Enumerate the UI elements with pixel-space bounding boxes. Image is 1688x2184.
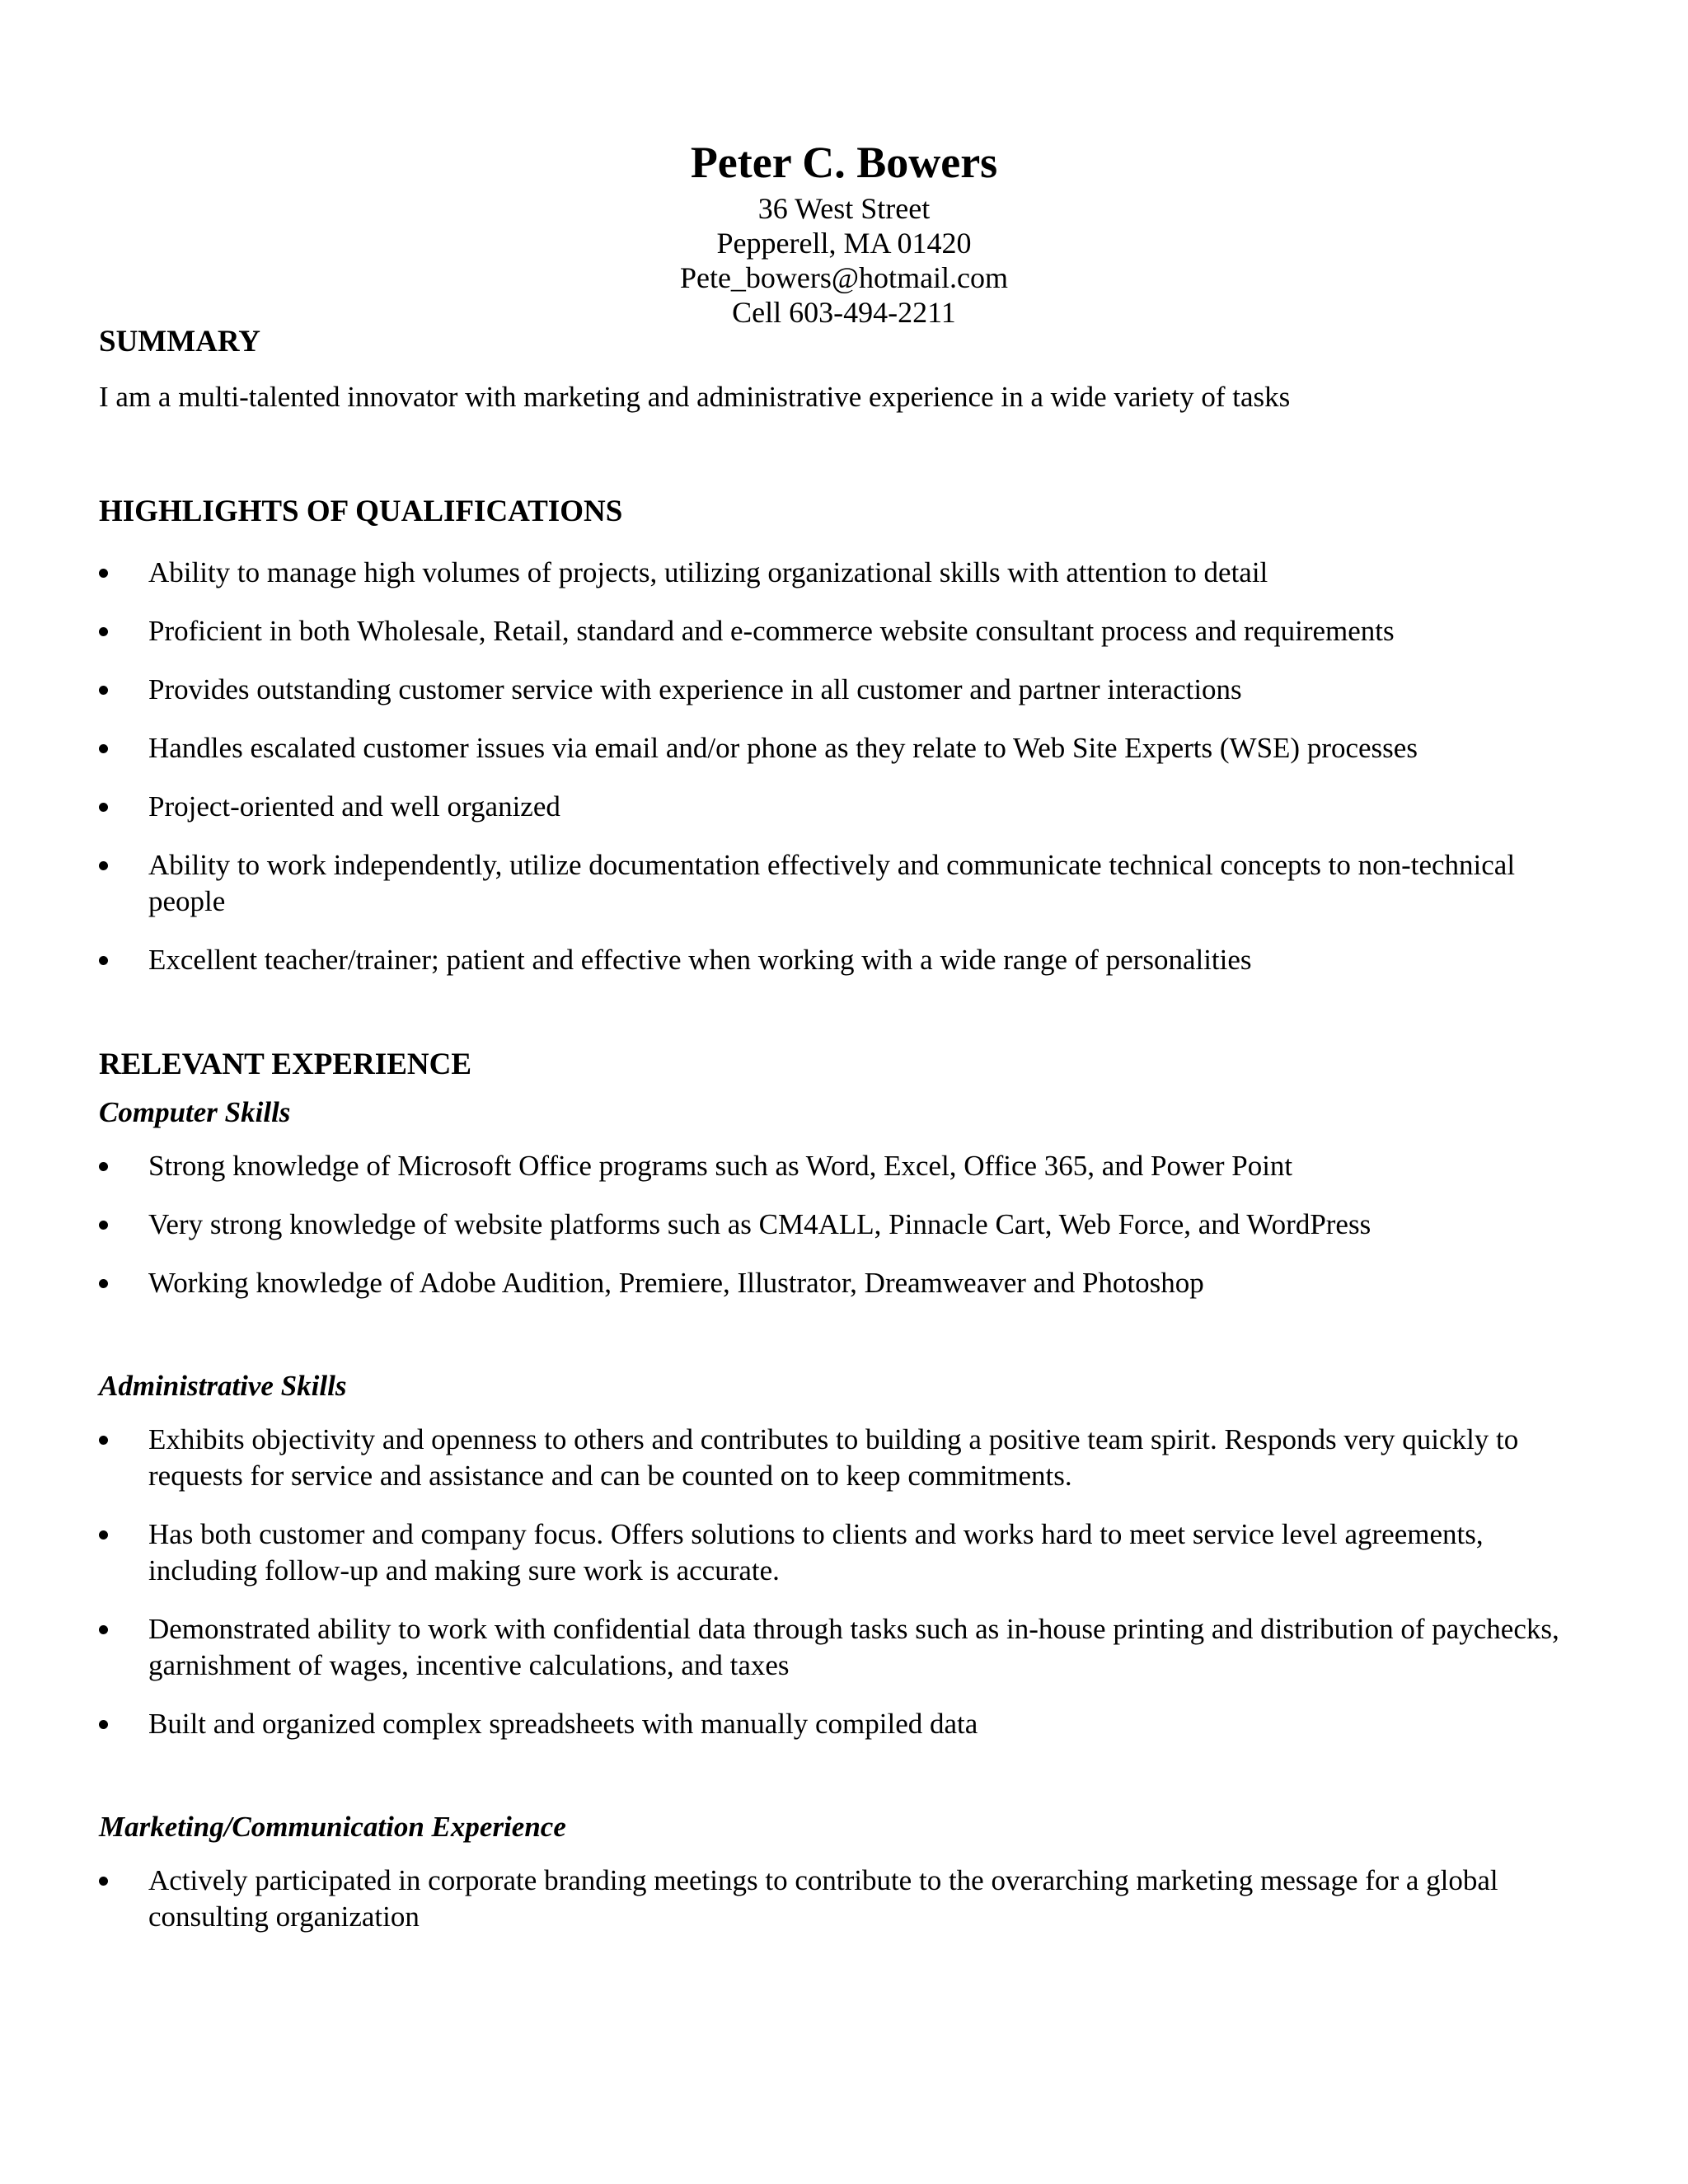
list-item-text: Exhibits objectivity and openness to others and contributes to building a positive team spirit. Responds very quickly to requests for service and assistance and can be counted on to keep commitments. [148, 1423, 1519, 1492]
bullet-icon [99, 1279, 108, 1288]
bullet-icon [99, 1162, 108, 1171]
list-item-text: Demonstrated ability to work with confidential data through tasks such as in-house printing and distribution of paychecks, garnishment of wages, incentive calculations, and taxes [148, 1613, 1559, 1681]
list-item-text: Proficient in both Wholesale, Retail, standard and e-commerce website consultant process and requirements [148, 615, 1395, 647]
list-item-text: Excellent teacher/trainer; patient and effective when working with a wide range of personalities [148, 944, 1252, 976]
marketing-experience-heading: Marketing/Communication Experience [99, 1811, 566, 1843]
list-item-text: Project-oriented and well organized [148, 790, 560, 823]
bullet-icon [99, 1625, 108, 1634]
bullet-icon [99, 956, 108, 965]
list-item [99, 1422, 1582, 1494]
summary-text: I am a multi-talented innovator with marketing and administrative experience in a wide variety of tasks [99, 381, 1291, 413]
list-item [99, 1706, 1582, 1742]
city-line: Pepperell, MA 01420 [716, 227, 972, 260]
highlights-list [99, 555, 1582, 978]
list-item-text: Working knowledge of Adobe Audition, Premiere, Illustrator, Dreamweaver and Photoshop [148, 1267, 1204, 1299]
computer-skills-heading: Computer Skills [99, 1096, 291, 1128]
list-item [99, 730, 1582, 766]
bullet-icon [99, 569, 108, 578]
address-line: 36 West Street [757, 192, 931, 225]
list-item-text: Ability to manage high volumes of projects, utilizing organizational skills with attention to detail [148, 556, 1268, 588]
list-item [99, 1611, 1582, 1684]
list-item [99, 1265, 1582, 1301]
summary-heading: SUMMARY [99, 325, 261, 359]
list-item [99, 847, 1582, 920]
phone-line: Cell 603-494-2211 [732, 296, 956, 329]
list-item-text: Ability to work independently, utilize documentation effectively and communicate technical concepts to non-technical people [148, 849, 1516, 917]
list-item [99, 1516, 1582, 1589]
email-line: Pete_bowers@hotmail.com [679, 261, 1009, 294]
bullet-icon [99, 686, 108, 695]
highlights-heading: HIGHLIGHTS OF QUALIFICATIONS [99, 494, 623, 528]
list-item [99, 1148, 1582, 1184]
list-item-text: Actively participated in corporate branding meetings to contribute to the overarching marketing message for a global consulting organization [148, 1864, 1498, 1933]
list-item-text: Strong knowledge of Microsoft Office programs such as Word, Excel, Office 365, and Power Point [148, 1150, 1293, 1182]
list-item [99, 942, 1582, 978]
administrative-skills-list [99, 1422, 1582, 1742]
bullet-icon [99, 1530, 108, 1540]
list-item [99, 672, 1582, 708]
list-item-text: Has both customer and company focus. Offers solutions to clients and works hard to meet service level agreements, including follow-up and making sure work is accurate. [148, 1518, 1484, 1586]
experience-heading: RELEVANT EXPERIENCE [99, 1047, 472, 1081]
list-item [99, 555, 1582, 591]
bullet-icon [99, 1877, 108, 1886]
bullet-icon [99, 1221, 108, 1230]
bullet-icon [99, 861, 108, 870]
computer-skills-list [99, 1148, 1582, 1301]
resume-header [0, 134, 1688, 330]
list-item [99, 1863, 1582, 1935]
resume-body [99, 321, 1582, 1935]
list-item [99, 789, 1582, 825]
bullet-icon [99, 803, 108, 812]
bullet-icon [99, 627, 108, 636]
list-item-text: Built and organized complex spreadsheets with manually compiled data [148, 1708, 978, 1740]
candidate-name: Peter C. Bowers [690, 138, 998, 187]
administrative-skills-heading: Administrative Skills [99, 1370, 347, 1402]
bullet-icon [99, 1720, 108, 1729]
bullet-icon [99, 744, 108, 753]
list-item-text: Very strong knowledge of website platforms such as CM4ALL, Pinnacle Cart, Web Force, and WordPress [148, 1208, 1372, 1240]
list-item-text: Handles escalated customer issues via email and/or phone as they relate to Web Site Experts (WSE) processes [148, 732, 1418, 764]
list-item [99, 613, 1582, 649]
list-item-text: Provides outstanding customer service with experience in all customer and partner interactions [148, 673, 1242, 705]
marketing-experience-list [99, 1863, 1582, 1935]
bullet-icon [99, 1436, 108, 1445]
list-item [99, 1207, 1582, 1243]
